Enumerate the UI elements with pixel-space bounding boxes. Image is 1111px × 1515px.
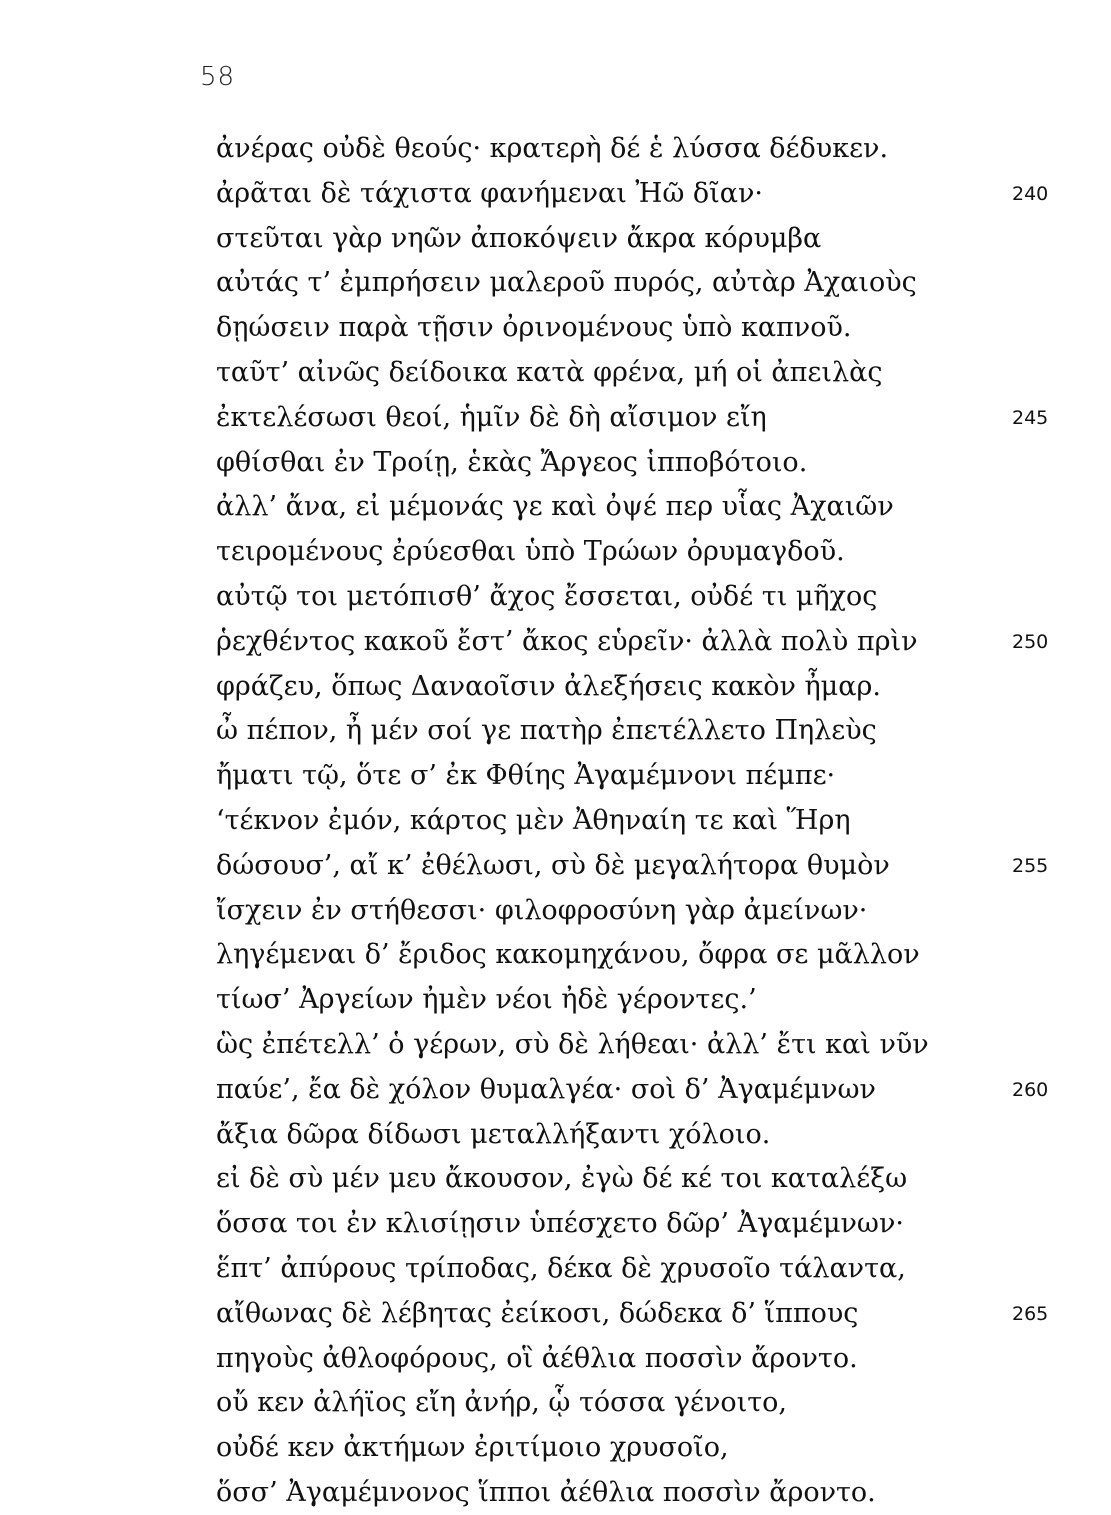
verse-line — [0, 351, 1111, 395]
line-number: 265 — [1012, 1302, 1049, 1325]
line-number: 260 — [1012, 1078, 1049, 1101]
verse-text: αὐτάς τ’ ἐμπρήσειν μαλεροῦ πυρός, αὐτὰρ Ἀχαιοὺς — [216, 267, 917, 299]
line-number: 240 — [1012, 182, 1049, 205]
verse-line — [0, 575, 1111, 619]
page-number: 58 — [200, 62, 236, 92]
verse-line — [0, 1381, 1111, 1425]
verse-line — [0, 1023, 1111, 1067]
verse-text: ἴσχειν ἐν στήθεσσι· φιλοφροσύνη γὰρ ἀμείνων· — [216, 894, 868, 926]
verse-text: ὅσσ’ Ἀγαμέμνονος ἵπποι ἀέθλια ποσσὶν ἄροντο. — [216, 1477, 876, 1508]
verse-text: ὅσσα τοι ἐν κλισίῃσιν ὑπέσχετο δῶρ’ Ἀγαμέμνων· — [216, 1208, 904, 1240]
verse-line — [0, 530, 1111, 574]
verse-text: παύε’, ἔα δὲ χόλον θυμαλγέα· σοὶ δ’ Ἀγαμέμνων — [216, 1073, 876, 1105]
line-number: 250 — [1012, 630, 1049, 653]
verse-line — [0, 1471, 1111, 1515]
verse-line — [0, 889, 1111, 933]
verse-text: ἐκτελέσωσι θεοί, ἡμῖν δὲ δὴ αἴσιμον εἴη — [216, 401, 767, 433]
verse-text: οὔ κεν ἀλήϊος εἴη ἀνήρ, ᾧ τόσσα γένοιτο, — [216, 1387, 787, 1419]
verse-text: ταῦτ’ αἰνῶς δείδοικα κατὰ φρένα, μή οἱ ἀπειλὰς — [216, 357, 883, 388]
verse-line — [0, 1247, 1111, 1291]
verse-line — [0, 1068, 1111, 1112]
verse-line — [0, 754, 1111, 798]
line-number: 245 — [1012, 406, 1049, 429]
verse-line — [0, 1202, 1111, 1246]
verse-text: ὦ πέπον, ἦ μέν σοί γε πατὴρ ἐπετέλλετο Πηλεὺς — [216, 715, 877, 747]
verse-line — [0, 978, 1111, 1022]
verse-text: στεῦται γὰρ νηῶν ἀποκόψειν ἄκρα κόρυμβα — [216, 222, 822, 254]
line-number: 255 — [1012, 854, 1049, 877]
verse-line — [0, 485, 1111, 529]
verse-line — [0, 172, 1111, 216]
verse-line — [0, 1292, 1111, 1336]
verse-line — [0, 799, 1111, 843]
verse-line — [0, 1157, 1111, 1201]
verse-text: ἀρᾶται δὲ τάχιστα φανήμεναι Ἠῶ δῖαν· — [216, 177, 764, 209]
verse-text: ἄξια δῶρα δίδωσι μεταλλήξαντι χόλοιο. — [216, 1118, 771, 1150]
verse-line — [0, 396, 1111, 440]
verse-text: ἀνέρας οὐδὲ θεούς· κρατερὴ δέ ἑ λύσσα δέδυκεν. — [216, 133, 889, 164]
verse-text: ἀλλ’ ἄνα, εἰ μέμονάς γε καὶ ὀψέ περ υἷας Ἀχαιῶν — [216, 491, 894, 523]
verse-line — [0, 127, 1111, 171]
verse-line — [0, 1426, 1111, 1470]
verse-line — [0, 306, 1111, 350]
verse-text: τίωσ’ Ἀργείων ἠμὲν νέοι ἠδὲ γέροντες.’ — [216, 984, 757, 1016]
verse-text: ἕπτ’ ἀπύρους τρίποδας, δέκα δὲ χρυσοῖο τάλαντα, — [216, 1253, 906, 1284]
verse-line — [0, 709, 1111, 753]
verse-text: πηγοὺς ἀθλοφόρους, οἳ ἀέθλια ποσσὶν ἄροντο. — [216, 1342, 858, 1374]
verse-line — [0, 217, 1111, 261]
verse-line — [0, 933, 1111, 977]
verse-text: εἰ δὲ σὺ μέν μευ ἄκουσον, ἐγὼ δέ κέ τοι καταλέξω — [216, 1163, 908, 1195]
verse-line — [0, 1337, 1111, 1381]
verse-text: τειρομένους ἐρύεσθαι ὑπὸ Τρώων ὀρυμαγδοῦ. — [216, 536, 845, 568]
verse-text: αἴθωνας δὲ λέβητας ἐείκοσι, δώδεκα δ’ ἵππους — [216, 1297, 859, 1329]
verse-line — [0, 665, 1111, 709]
verse-text: φράζευ, ὅπως Δαναοῖσιν ἀλεξήσεις κακὸν ἦμαρ. — [216, 670, 881, 702]
verse-line — [0, 261, 1111, 305]
verse-line — [0, 620, 1111, 664]
verse-text: ἤματι τῷ, ὅτε σ’ ἐκ Φθίης Ἀγαμέμνονι πέμπε· — [216, 760, 836, 792]
verse-text: δῃώσειν παρὰ τῇσιν ὀρινομένους ὑπὸ καπνοῦ. — [216, 312, 852, 344]
verse-text: δώσουσ’, αἴ κ’ ἐθέλωσι, σὺ δὲ μεγαλήτορα θυμὸν — [216, 849, 890, 881]
verse-text: αὐτῷ τοι μετόπισθ’ ἄχος ἔσσεται, οὐδέ τι μῆχος — [216, 581, 878, 612]
verse-line — [0, 844, 1111, 888]
verse-text: ῥεχθέντος κακοῦ ἔστ’ ἄκος εὑρεῖν· ἀλλὰ πολὺ πρὶν — [216, 625, 918, 657]
verse-line — [0, 1113, 1111, 1157]
verse-text: ληγέμεναι δ’ ἔριδος κακομηχάνου, ὄφρα σε μᾶλλον — [216, 939, 920, 971]
verse-text: οὐδέ κεν ἀκτήμων ἐριτίμοιο χρυσοῖο, — [216, 1432, 729, 1464]
verse-text: ‘τέκνον ἐμόν, κάρτος μὲν Ἀθηναίη τε καὶ Ἥρη — [216, 805, 851, 836]
verse-line — [0, 441, 1111, 485]
verse-text: ὣς ἐπέτελλ’ ὁ γέρων, σὺ δὲ λήθεαι· ἀλλ’ ἔτι καὶ νῦν — [216, 1029, 929, 1060]
verse-text: φθίσθαι ἐν Τροίῃ, ἑκὰς Ἄργεος ἱπποβότοιο. — [216, 446, 808, 478]
